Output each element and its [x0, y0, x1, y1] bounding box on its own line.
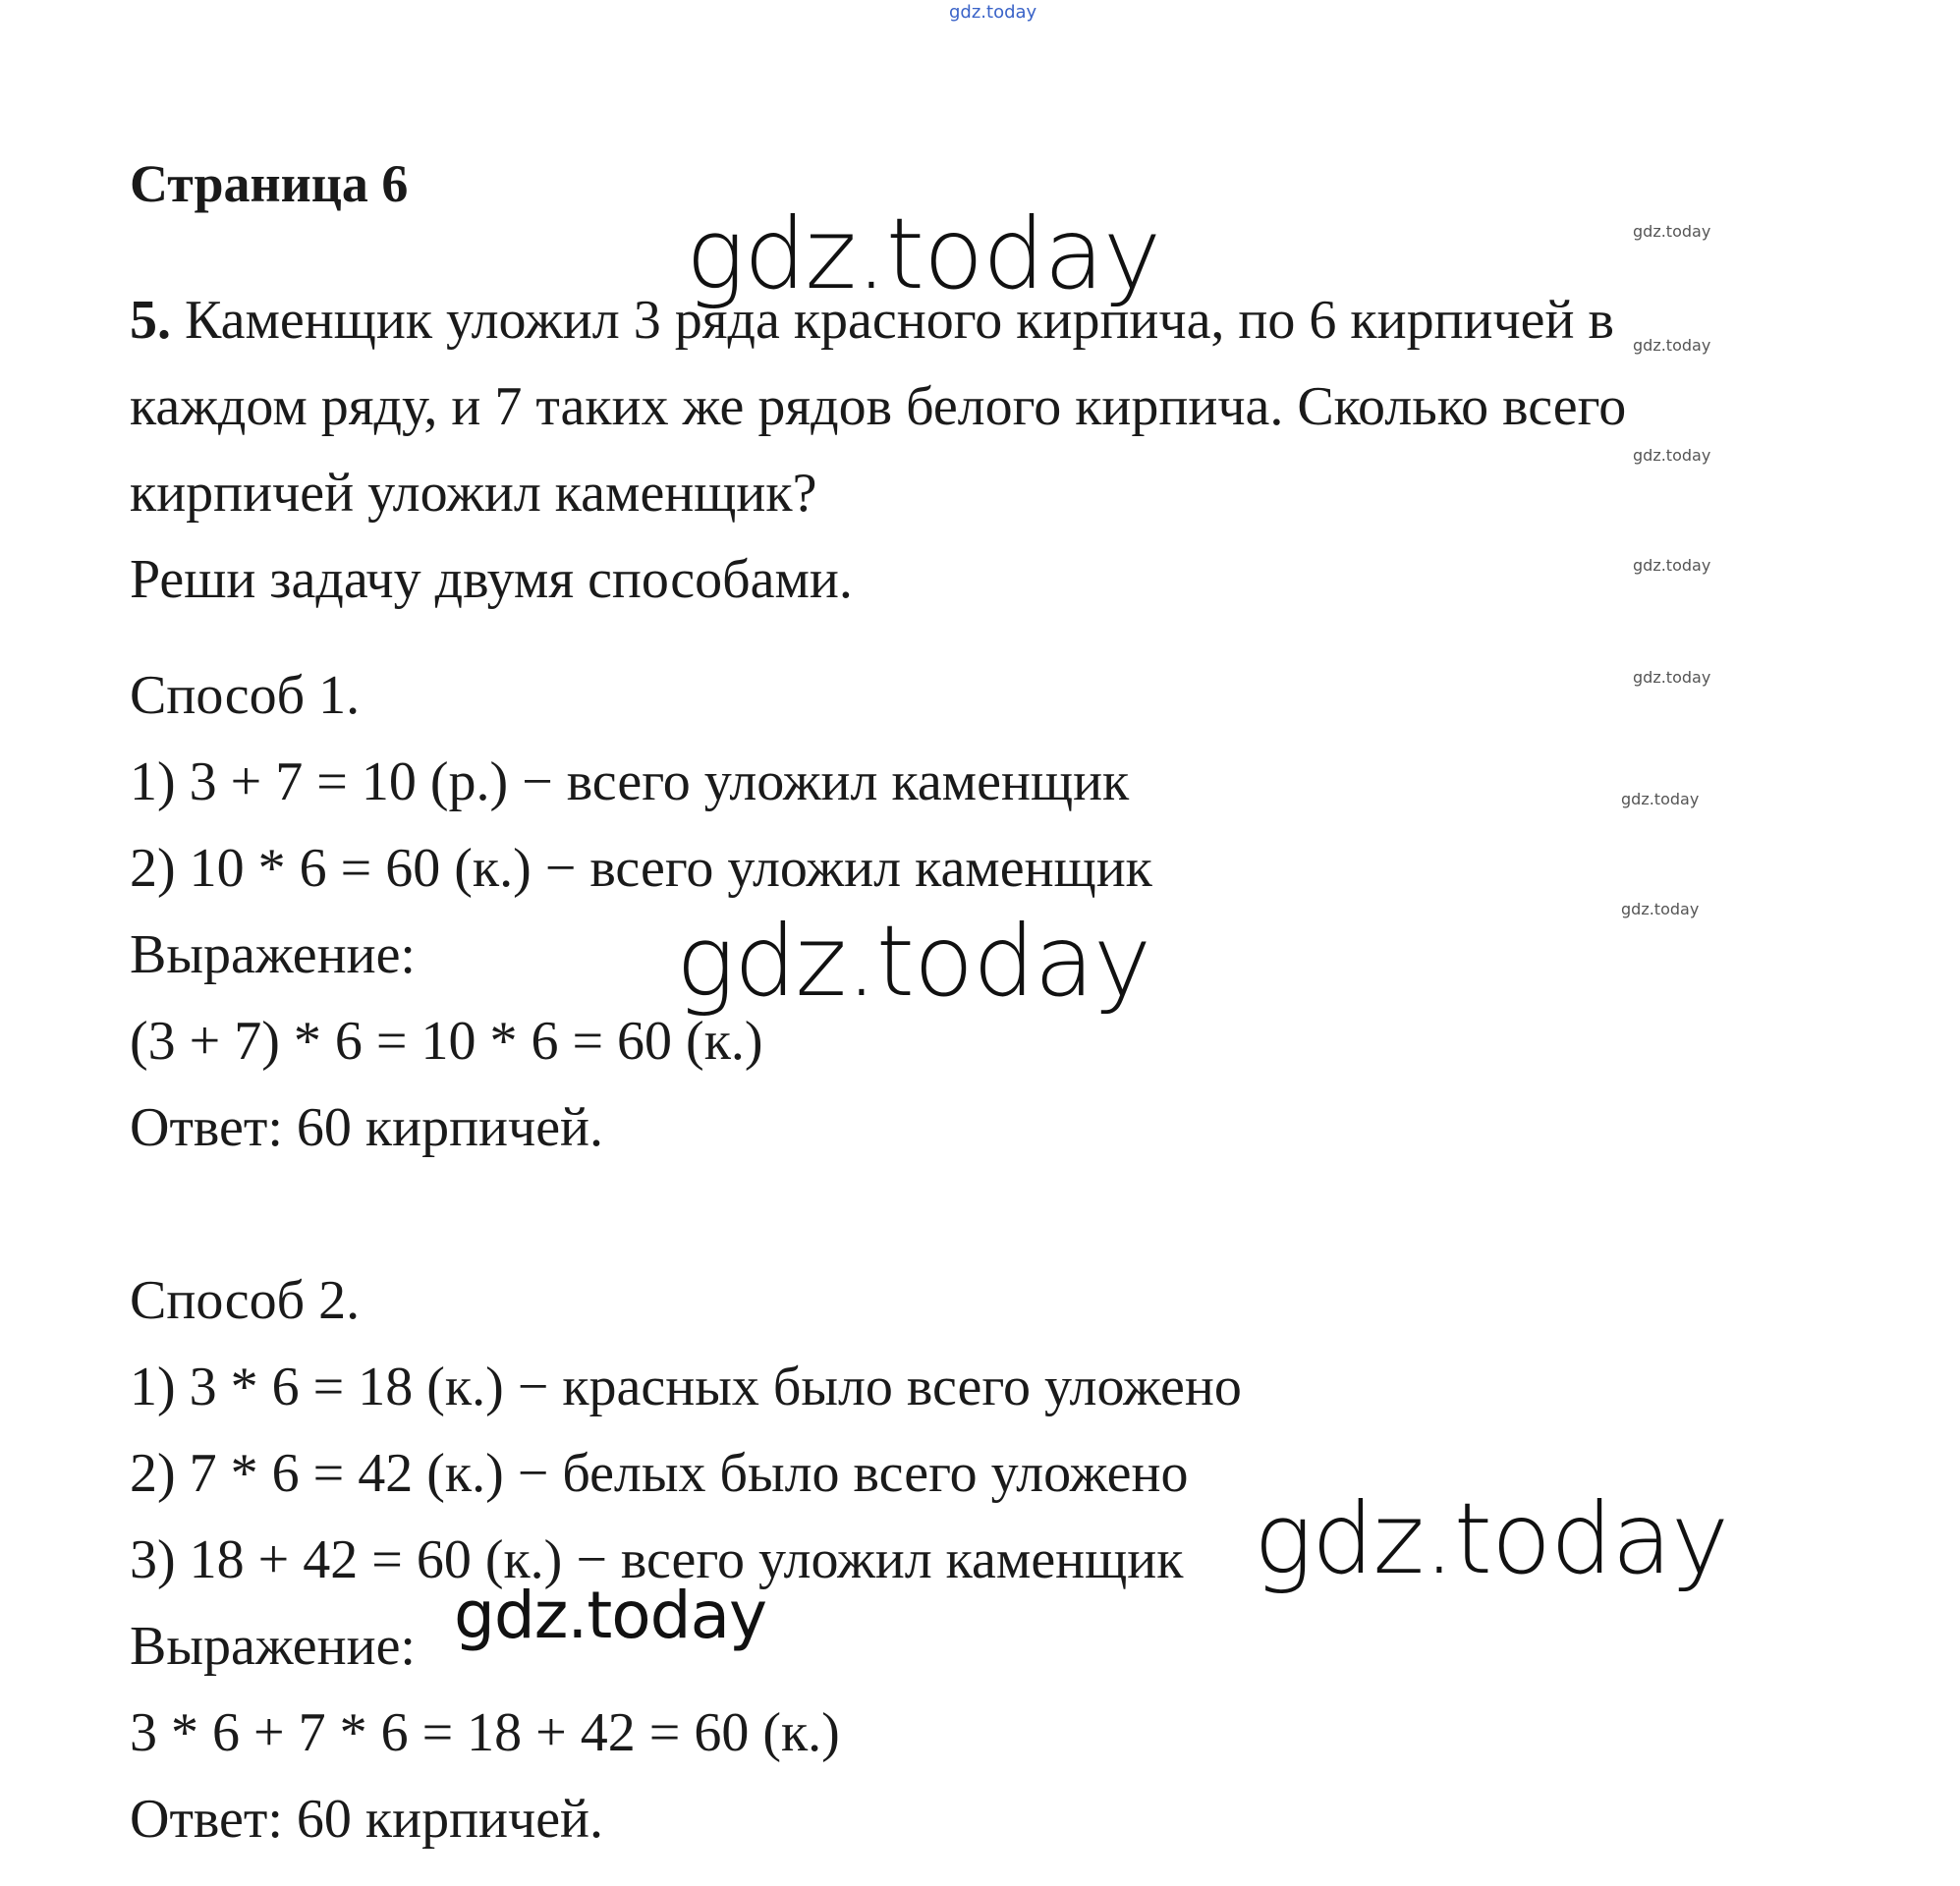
method1-expression-label: Выражение:: [130, 924, 416, 985]
watermark-small-4: gdz.today: [1633, 556, 1711, 575]
watermark-small-7: gdz.today: [1621, 900, 1700, 918]
method2-step-2: 2) 7 * 6 = 42 (к.) − белых было всего уложено: [130, 1443, 1189, 1504]
task-line-3: кирпичей уложил каменщик?: [130, 463, 817, 524]
watermark-medium: gdz.today: [454, 1578, 767, 1653]
method1-answer: Ответ: 60 кирпичей.: [130, 1097, 604, 1158]
method2-expression: 3 * 6 + 7 * 6 = 18 + 42 = 60 (к.): [130, 1702, 840, 1763]
task-instruction: Реши задачу двумя способами.: [130, 549, 853, 610]
method1-title: Способ 1.: [130, 665, 361, 726]
method2-answer: Ответ: 60 кирпичей.: [130, 1789, 604, 1850]
task-number: 5.: [130, 290, 171, 351]
watermark-small-3: gdz.today: [1633, 446, 1711, 465]
method1-step-1: 1) 3 + 7 = 10 (р.) − всего уложил каменщик: [130, 751, 1130, 812]
watermark-large-1: gdz.today: [686, 196, 1161, 311]
method2-step-1: 1) 3 * 6 = 18 (к.) − красных было всего уложено: [130, 1357, 1242, 1417]
watermark-small-5: gdz.today: [1633, 668, 1711, 687]
watermark-large-3: gdz.today: [1254, 1481, 1729, 1596]
watermark-small-6: gdz.today: [1621, 790, 1700, 808]
watermark-top: gdz.today: [949, 2, 1037, 23]
task-line-1: [130, 290, 1614, 351]
method2-title: Способ 2.: [130, 1270, 361, 1331]
method1-step-2: 2) 10 * 6 = 60 (к.) − всего уложил каменщик: [130, 838, 1152, 899]
watermark-large-2: gdz.today: [676, 904, 1151, 1019]
watermark-small-1: gdz.today: [1633, 222, 1711, 241]
task-line-2: каждом ряду, и 7 таких же рядов белого кирпича. Сколько всего: [130, 376, 1627, 437]
task-text-1: Каменщик уложил 3 ряда красного кирпича, по 6 кирпичей в: [185, 290, 1614, 351]
page-title: Страница 6: [130, 154, 409, 213]
method2-step-3: 3) 18 + 42 = 60 (к.) − всего уложил каменщик: [130, 1529, 1184, 1590]
method1-expression: (3 + 7) * 6 = 10 * 6 = 60 (к.): [130, 1011, 763, 1072]
method2-expression-label: Выражение:: [130, 1616, 416, 1677]
watermark-small-2: gdz.today: [1633, 336, 1711, 355]
